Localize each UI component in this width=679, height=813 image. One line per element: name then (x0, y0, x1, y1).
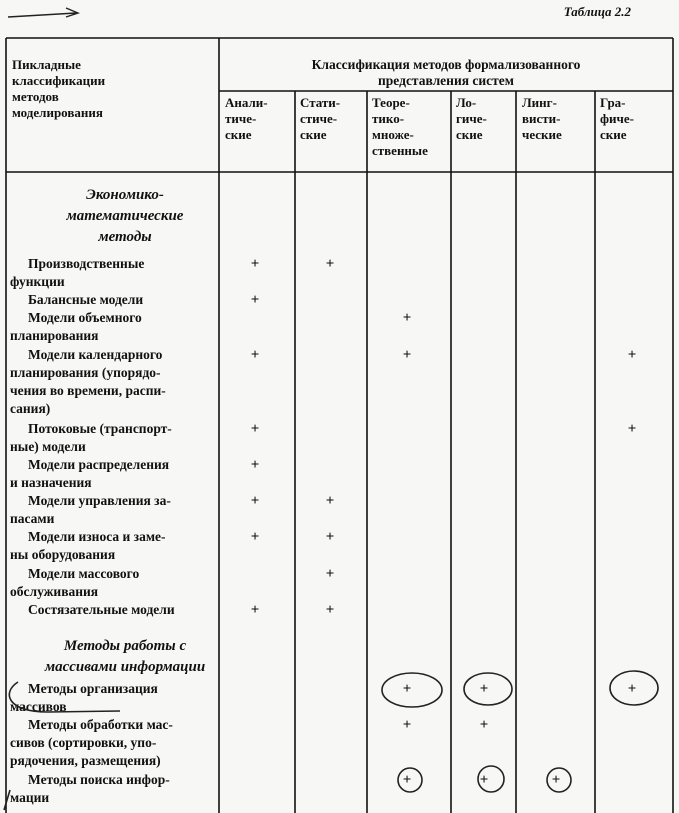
circle-mark-icon (464, 673, 512, 705)
row-label-line: Модели массового (28, 566, 140, 581)
table-number: Таблица 2.2 (563, 4, 631, 19)
row-label-line: сивов (сортировки, упо- (10, 735, 157, 750)
column-header-line: тико- (372, 111, 405, 126)
plus-mark: + (402, 681, 412, 697)
row-label-line: пасами (10, 511, 55, 526)
section-heading-line: массивами информации (44, 659, 206, 675)
handwritten-bracket-icon (9, 682, 120, 712)
row-label-line: массивов (10, 699, 67, 714)
plus-mark: + (325, 493, 335, 509)
row-label-line: Методы организация (28, 681, 158, 696)
column-header-line: ские (600, 127, 627, 142)
row-label-line: обслуживания (10, 584, 99, 599)
plus-mark: + (402, 717, 412, 733)
header-left-line: моделирования (12, 105, 103, 120)
row-label-line: Модели управления за- (28, 493, 171, 508)
section-heading-line: Экономико- (86, 187, 164, 203)
header-main-line: Классификация методов формализованного (311, 57, 581, 72)
plus-mark: + (250, 292, 260, 308)
row-label-line: Методы поиска инфор- (28, 772, 170, 787)
circle-mark-icon (382, 673, 442, 707)
column-header-line: Анали- (225, 95, 268, 110)
row-label-line: чения во времени, распи- (10, 383, 166, 398)
row-label-line: планирования (10, 328, 99, 343)
plus-mark: + (479, 772, 489, 788)
plus-mark: + (402, 772, 412, 788)
column-header-line: Стати- (300, 95, 341, 110)
row-label-line: ны оборудования (10, 547, 116, 562)
column-header-line: множе- (372, 127, 414, 142)
row-label-line: мации (10, 790, 50, 805)
row-label-line: и назначения (10, 475, 92, 490)
plus-mark: + (325, 602, 335, 618)
column-header-line: ские (300, 127, 327, 142)
row-label-line: Состязательные модели (28, 602, 175, 617)
plus-mark: + (402, 310, 412, 326)
row-label-line: Методы обработки мас- (28, 717, 173, 732)
row-label-line: Модели распределения (28, 457, 170, 472)
circle-mark-icon (398, 768, 422, 792)
row-label-line: Производственные (28, 256, 145, 271)
row-label-line: планирования (упорядо- (10, 365, 161, 380)
circle-mark-icon (547, 768, 571, 792)
row-label-line: Балансные модели (28, 292, 144, 307)
row-label-line: Модели объемного (28, 310, 142, 325)
column-header-line: стиче- (300, 111, 338, 126)
handwritten-tick-icon (4, 790, 10, 810)
plus-mark: + (325, 566, 335, 582)
plus-mark: + (250, 347, 260, 363)
row-label-line: ные) модели (10, 439, 86, 454)
plus-mark: + (479, 681, 489, 697)
column-header-line: висти- (522, 111, 561, 126)
row-label-line: Модели износа и заме- (28, 529, 166, 544)
plus-mark: + (402, 347, 412, 363)
column-header-line: фиче- (600, 111, 634, 126)
row-label-line: Потоковые (транспорт- (28, 421, 172, 436)
column-header-line: Теоре- (372, 95, 410, 110)
plus-mark: + (325, 256, 335, 272)
circle-mark-icon (610, 671, 658, 705)
section-heading-line: Методы работы с (63, 638, 187, 654)
header-left-line: Пикладные (12, 57, 81, 72)
header-left-line: методов (12, 89, 59, 104)
plus-mark: + (250, 421, 260, 437)
plus-mark: + (551, 772, 561, 788)
column-header-line: ские (225, 127, 252, 142)
plus-mark: + (627, 681, 637, 697)
plus-mark: + (627, 347, 637, 363)
column-header-line: тиче- (225, 111, 257, 126)
section-heading-line: методы (98, 229, 152, 245)
section-heading-line: математические (66, 208, 184, 224)
row-label-line: Модели календарного (28, 347, 163, 362)
plus-mark: + (250, 457, 260, 473)
column-header-line: ские (456, 127, 483, 142)
plus-mark: + (250, 529, 260, 545)
column-header-line: Линг- (522, 95, 557, 110)
plus-mark: + (250, 602, 260, 618)
column-header-line: ческие (522, 127, 562, 142)
column-header-line: ственные (372, 143, 428, 158)
plus-mark: + (250, 493, 260, 509)
header-left-line: классификации (12, 73, 106, 88)
row-label-line: сания) (10, 401, 51, 416)
circle-mark-icon (478, 766, 504, 792)
row-label-line: функции (10, 274, 65, 289)
plus-mark: + (627, 421, 637, 437)
column-header-line: гиче- (456, 111, 487, 126)
row-label-line: рядочения, размещения) (10, 753, 161, 768)
column-header-line: Гра- (600, 95, 626, 110)
column-header-line: Ло- (456, 95, 477, 110)
header-main-line: представления систем (378, 73, 514, 88)
plus-mark: + (250, 256, 260, 272)
plus-mark: + (325, 529, 335, 545)
plus-mark: + (479, 717, 489, 733)
